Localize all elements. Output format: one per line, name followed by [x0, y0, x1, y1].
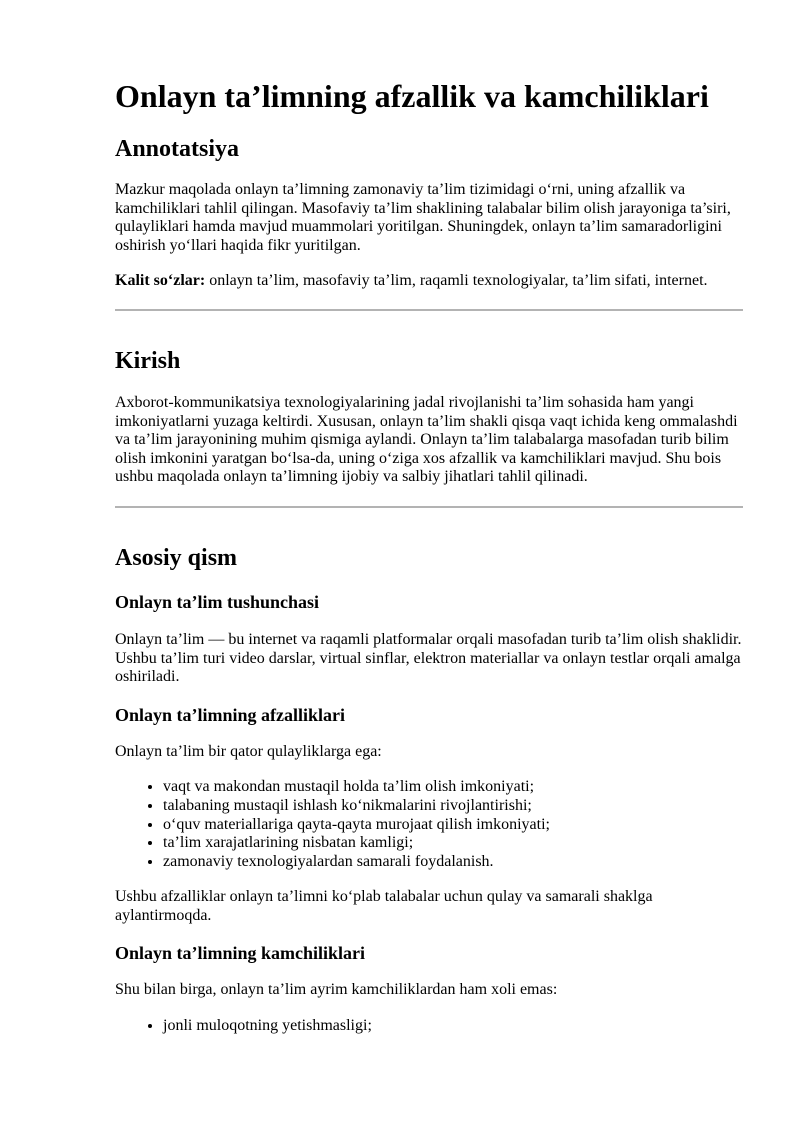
disadvantages-list: [115, 1017, 743, 1036]
advantages-list: [115, 778, 743, 871]
disadvantages-heading: Onlayn ta’limning kamchiliklari: [115, 943, 366, 964]
concept-text: Onlayn ta’lim — bu internet va raqamli platformalar orqali masofadan turib ta’lim olish shaklidir. Ushbu ta’lim turi video darslar, virtual sinflar, elektron materiallar va onlayn testlar orqali amalga oshiriladi.: [115, 630, 742, 686]
section-divider: [115, 309, 743, 311]
main-heading: Asosiy qism: [115, 544, 238, 571]
keywords-text: onlayn ta’lim, masofaviy ta’lim, raqamli texnologiyalar, ta’lim sifati, internet.: [205, 272, 708, 290]
disadvantages-intro: Shu bilan birga, onlayn ta’lim ayrim kamchiliklardan ham xoli emas:: [115, 981, 558, 999]
concept-heading: Onlayn ta’lim tushunchasi: [115, 591, 320, 612]
document-title: Onlayn ta’limning afzallik va kamchiliklari: [115, 78, 709, 114]
list-item: • o‘quv materiallariga qayta-qayta murojaat qilish imkoniyati;: [163, 816, 743, 835]
list-item: • jonli muloqotning yetishmasligi;: [163, 1017, 743, 1036]
list-item: • zamonaviy texnologiyalardan samarali foydalanish.: [163, 853, 743, 872]
annotation-heading: Annotatsiya: [115, 136, 240, 162]
list-item: • vaqt va makondan mustaqil holda ta’lim olish imkoniyati;: [163, 778, 743, 797]
section-divider: [115, 506, 743, 508]
document-page: [115, 74, 743, 1036]
advantages-conclusion: Ushbu afzalliklar onlayn ta’limni ko‘plab talabalar uchun qulay va samarali shaklga aylantirmoqda.: [115, 888, 653, 924]
keywords-label: Kalit so‘zlar:: [115, 272, 206, 290]
keywords-paragraph: [115, 272, 743, 291]
intro-heading: Kirish: [115, 347, 181, 374]
intro-text: Axborot-kommunikatsiya texnologiyalarining jadal rivojlanishi ta’lim sohasida ham yangi imkoniyatlarni yuzaga keltirdi. Xususan, onlayn ta’lim shakli qisqa vaqt ichida keng ommalashdi va ta’lim jarayonining muhim qismiga aylandi. Onlayn ta’lim talabalarga masofadan turib bilim olish imkonini yaratgan bo‘lsa-da, uning o‘ziga xos afzallik va kamchiliklari mavjud. Shu bois ushbu maqolada onlayn ta’limning ijobiy va salbiy jihatlari tahlil qilinadi.: [115, 393, 738, 486]
advantages-heading: Onlayn ta’limning afzalliklari: [115, 704, 346, 725]
advantages-intro: Onlayn ta’lim bir qator qulayliklarga ega:: [115, 742, 382, 760]
annotation-text: Mazkur maqolada onlayn ta’limning zamonaviy ta’lim tizimidagi o‘rni, uning afzallik va kamchiliklari tahlil qilingan. Masofaviy ta’lim shaklining talabalar bilim olish jarayoniga ta’siri, qulayliklari hamda mavjud muammolari yoritilgan. Shuningdek, onlayn ta’lim samaradorligini oshirish yo‘llari haqida fikr yuritilgan.: [115, 181, 731, 254]
list-item: • ta’lim xarajatlarining nisbatan kamligi;: [163, 834, 743, 853]
list-item: • talabaning mustaqil ishlash ko‘nikmalarini rivojlantirishi;: [163, 797, 743, 816]
